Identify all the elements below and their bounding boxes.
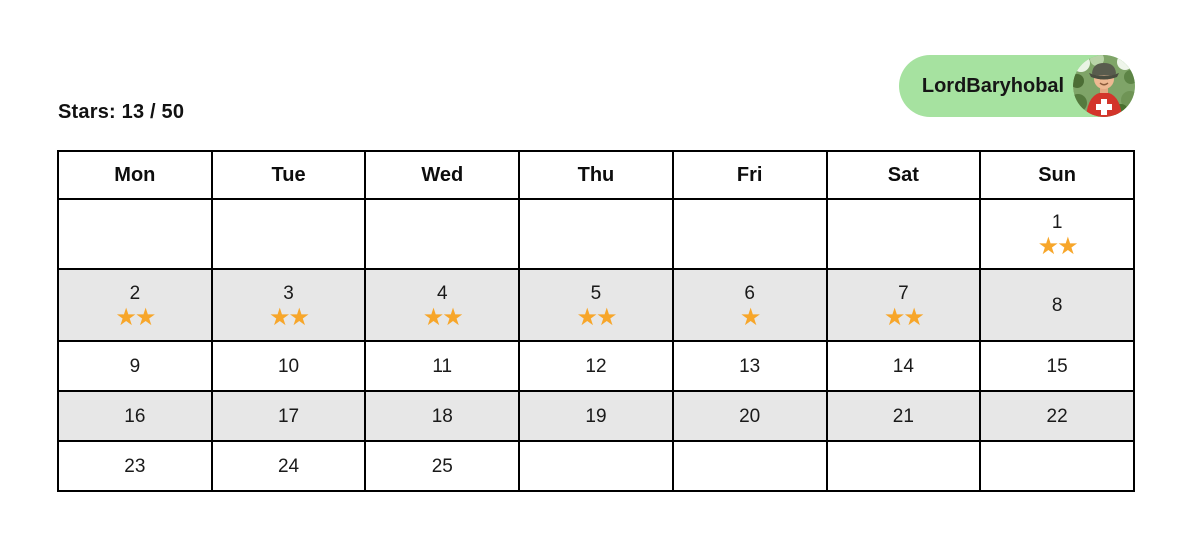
calendar-week-row [58, 391, 1134, 441]
day-number: 10 [277, 355, 300, 377]
calendar-cell-empty [58, 199, 212, 269]
weekday-header-thu: Thu [519, 151, 673, 199]
calendar-cell-day-16 [58, 391, 212, 441]
star-icons: ★ [739, 302, 760, 331]
day-number: 12 [585, 355, 607, 377]
day-number: 5 [590, 282, 602, 304]
day-number: 13 [739, 355, 761, 377]
star-icons: ★★ [1037, 231, 1077, 260]
stars-summary: Stars: 13 / 50 [58, 101, 185, 123]
calendar-week-row [58, 199, 1134, 269]
weekday-header-sun: Sun [980, 151, 1134, 199]
day-number: 16 [124, 405, 146, 427]
calendar-cell-day-25 [365, 441, 519, 491]
calendar-cell-day-13 [673, 341, 827, 391]
calendar-cell-empty [365, 199, 519, 269]
calendar-cell-day-22 [980, 391, 1134, 441]
calendar-week-row [58, 269, 1134, 341]
weekday-header-fri: Fri [673, 151, 827, 199]
calendar-cell-empty [827, 441, 981, 491]
calendar-cell-day-3 [212, 269, 366, 341]
weekday-header-sat: Sat [827, 151, 981, 199]
day-number: 9 [129, 355, 141, 377]
user-avatar-image [1073, 55, 1135, 117]
calendar-week-row [58, 341, 1134, 391]
day-number: 22 [1046, 405, 1068, 427]
day-number: 17 [277, 405, 300, 427]
calendar-cell-day-14 [827, 341, 981, 391]
day-number: 25 [431, 455, 453, 477]
calendar-cell-empty [827, 199, 981, 269]
calendar-cell-day-1 [980, 199, 1134, 269]
calendar-cell-day-8 [980, 269, 1134, 341]
calendar-cell-day-12 [519, 341, 673, 391]
weekday-header-wed: Wed [365, 151, 519, 199]
calendar-cell-day-7 [827, 269, 981, 341]
day-number: 7 [898, 282, 909, 304]
calendar-cell-day-5 [519, 269, 673, 341]
calendar-week-row [58, 441, 1134, 491]
calendar-cell-day-4 [365, 269, 519, 341]
day-number: 18 [431, 405, 453, 427]
calendar-cell-day-23 [58, 441, 212, 491]
calendar-table [57, 150, 1135, 492]
day-number: 20 [739, 405, 761, 427]
day-number: 1 [1051, 211, 1063, 233]
day-number: 21 [892, 405, 914, 427]
calendar-cell-day-20 [673, 391, 827, 441]
calendar-cell-day-2 [58, 269, 212, 341]
day-number: 23 [124, 455, 146, 477]
calendar-cell-day-9 [58, 341, 212, 391]
star-icons: ★★ [576, 302, 616, 331]
day-number: 2 [129, 282, 141, 304]
calendar-cell-day-17 [212, 391, 366, 441]
calendar-cell-empty [519, 441, 673, 491]
day-number: 24 [277, 455, 300, 477]
day-number: 15 [1046, 355, 1068, 377]
star-icons: ★★ [422, 302, 462, 331]
calendar-cell-day-6 [673, 269, 827, 341]
calendar-cell-day-24 [212, 441, 366, 491]
weekday-header-tue: Tue [212, 151, 366, 199]
calendar-cell-empty [212, 199, 366, 269]
day-number: 11 [432, 355, 453, 377]
day-number: 3 [283, 282, 294, 304]
username-label: LordBaryhobal [921, 74, 1065, 97]
user-badge[interactable] [899, 55, 1135, 117]
star-icons: ★★ [115, 302, 155, 331]
calendar-cell-empty [519, 199, 673, 269]
calendar-cell-day-15 [980, 341, 1134, 391]
calendar-cell-day-10 [212, 341, 366, 391]
calendar-cell-empty [980, 441, 1134, 491]
calendar-cell-empty [673, 199, 827, 269]
calendar-cell-day-18 [365, 391, 519, 441]
day-number: 6 [744, 282, 755, 304]
day-number: 4 [436, 282, 448, 304]
weekday-header-row [58, 151, 1134, 199]
calendar-body [58, 199, 1134, 491]
star-icons: ★★ [883, 302, 923, 331]
star-icons: ★★ [269, 302, 309, 331]
calendar-cell-day-21 [827, 391, 981, 441]
calendar-cell-day-19 [519, 391, 673, 441]
calendar-cell-empty [673, 441, 827, 491]
day-number: 14 [892, 355, 914, 377]
day-number: 8 [1051, 294, 1063, 316]
day-number: 19 [585, 405, 607, 427]
calendar-cell-day-11 [365, 341, 519, 391]
weekday-header-mon: Mon [58, 151, 212, 199]
